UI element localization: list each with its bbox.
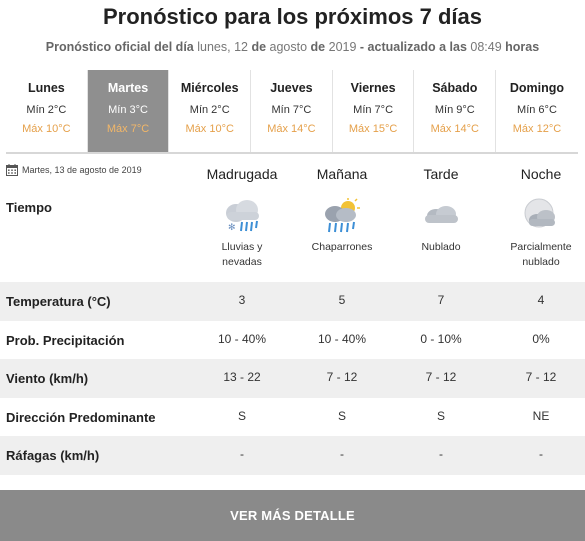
condition-text-tarde: Nublado <box>421 241 461 253</box>
cloudy-icon <box>421 198 461 234</box>
day-tab-miercoles[interactable]: Miércoles Mín 2°C Máx 10°C <box>169 70 251 152</box>
forecast-date: Martes, 13 de agosto de 2019 <box>6 164 142 176</box>
sun-showers-cloud-icon <box>322 198 362 234</box>
row-precipitacion: Prob. Precipitación 10 - 40% 10 - 40% 0 - 10% 0% <box>6 332 550 348</box>
day-tab-domingo[interactable]: Domingo Mín 6°C Máx 12°C <box>509 81 565 135</box>
row-viento: Viento (km/h) 13 - 22 7 - 12 7 - 12 7 - 12 <box>0 359 585 398</box>
rain-snow-cloud-icon <box>222 198 262 234</box>
day-tab-viernes[interactable]: Viernes Mín 7°C Máx 15°C <box>333 70 415 152</box>
condition-text-madrugada: Lluvias y nevadas <box>221 241 263 268</box>
row-rafagas: Ráfagas (km/h) - - - - <box>0 436 585 475</box>
row-temperatura: Temperatura (°C) 3 5 7 4 <box>0 282 585 321</box>
svg-text:✻: ✻ <box>228 223 236 233</box>
period-header-manana: Mañana <box>316 166 368 182</box>
day-tab-sabado[interactable]: Sábado Mín 9°C Máx 14°C <box>414 70 496 152</box>
calendar-icon <box>6 164 18 176</box>
row-direccion: Dirección Predominante S S S NE <box>6 409 550 425</box>
ver-mas-detalle-button[interactable]: VER MÁS DETALLE <box>0 490 585 541</box>
day-tab-jueves[interactable]: Jueves Mín 7°C Máx 14°C <box>251 70 333 152</box>
page-subtitle: Pronóstico oficial del día lunes, 12 de agosto de 2019 - actualizado a las 08:49 horas <box>45 40 540 54</box>
condition-text-manana: Chaparrones <box>311 241 373 253</box>
day-selector <box>6 70 578 154</box>
row-label-tiempo: Tiempo <box>6 200 52 215</box>
period-header-madrugada: Madrugada <box>206 166 278 182</box>
period-header-noche: Noche <box>520 166 562 182</box>
day-tab-martes[interactable]: Martes Mín 3°C Máx 7°C <box>88 70 170 152</box>
partly-cloudy-night-icon <box>521 198 561 234</box>
page-title: Pronóstico para los próximos 7 días <box>103 4 482 29</box>
condition-text-noche: Parcialmente nublado <box>510 241 572 268</box>
day-tab-lunes[interactable]: Lunes Mín 2°C Máx 10°C <box>6 70 88 152</box>
period-header-tarde: Tarde <box>423 166 459 182</box>
